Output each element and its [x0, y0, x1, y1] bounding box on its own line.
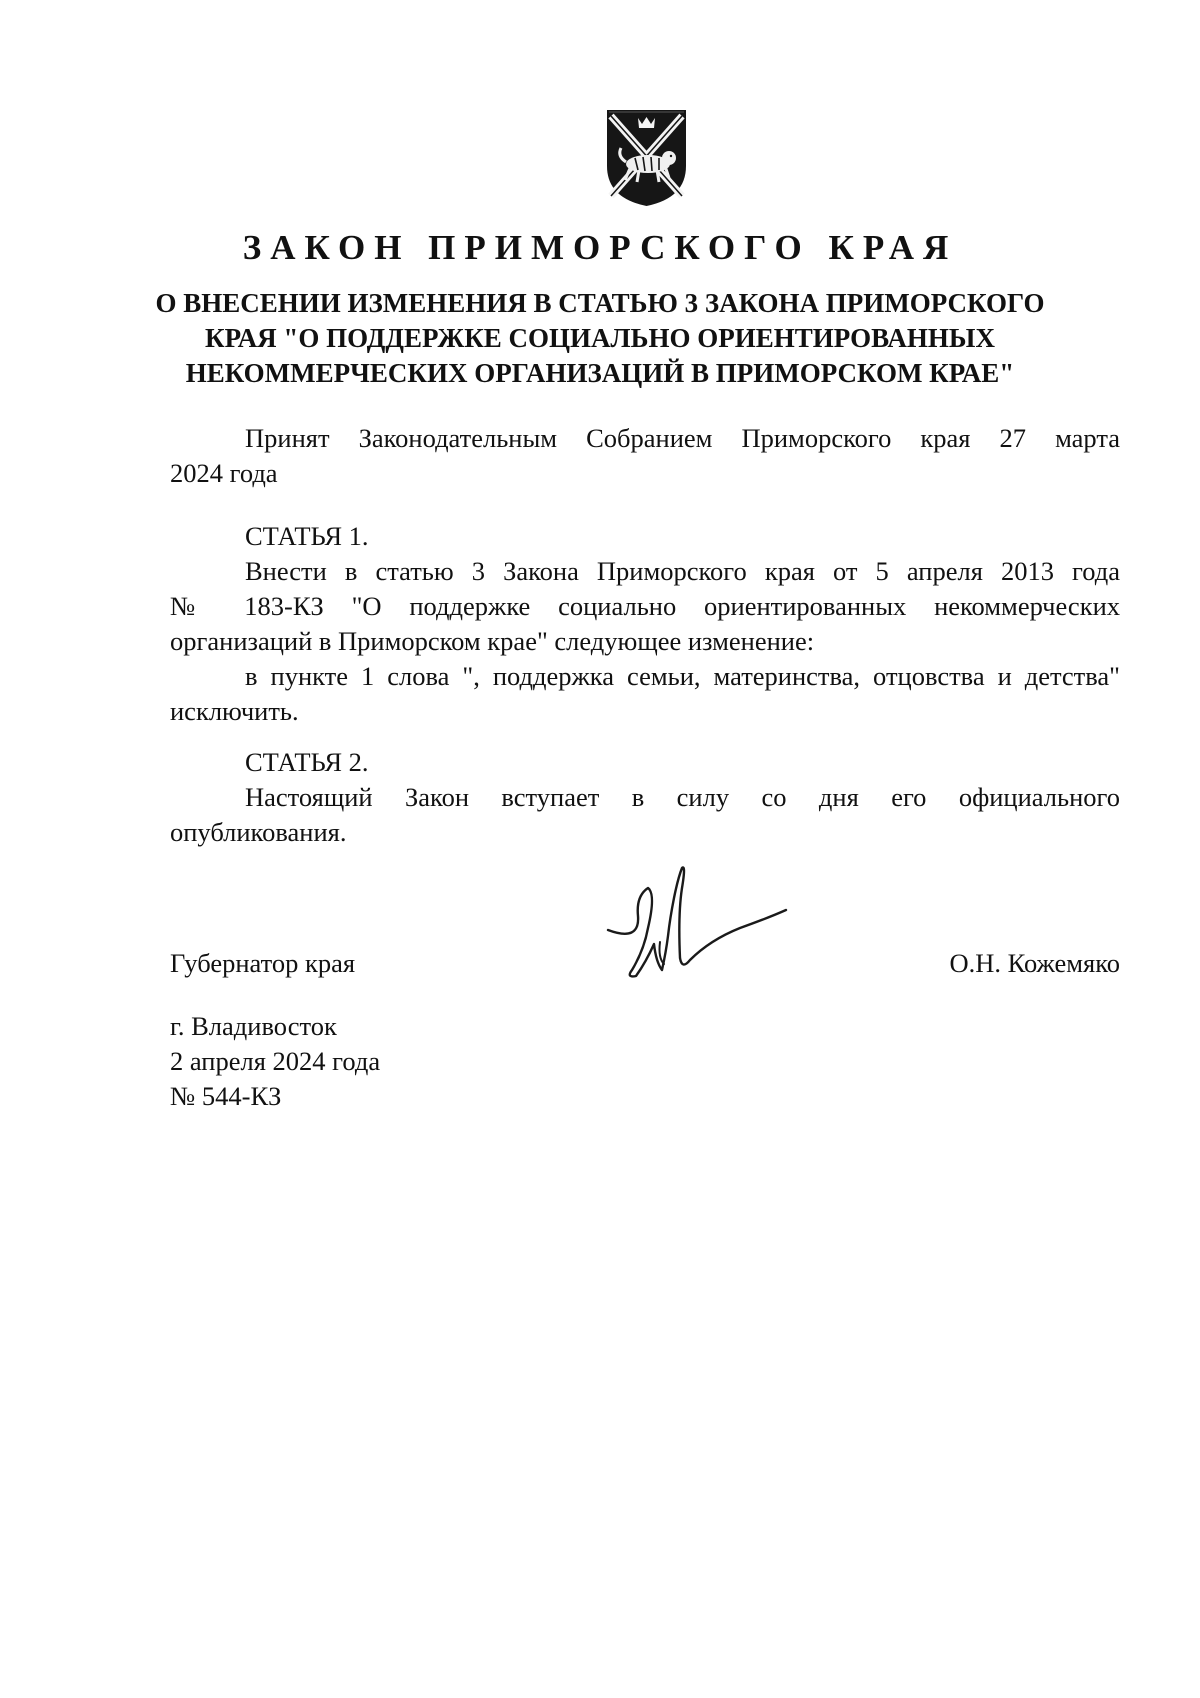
footer-city: г. Владивосток: [170, 1011, 337, 1041]
article-1-line: организаций в Приморском крае" следующее изменение:: [170, 626, 815, 656]
law-subject-line-3: НЕКОММЕРЧЕСКИХ ОРГАНИЗАЦИЙ В ПРИМОРСКОМ КРАЕ": [185, 358, 1015, 388]
coat-of-arms-emblem: [605, 108, 688, 208]
signatory-name: О.Н. Кожемяко: [949, 948, 1120, 978]
article-1-line: в пункте 1 слова ", поддержка семьи, материнства, отцовства и детства": [245, 661, 1120, 691]
signatory-position: Губернатор края: [170, 948, 356, 978]
law-subject-line-2: КРАЯ "О ПОДДЕРЖКЕ СОЦИАЛЬНО ОРИЕНТИРОВАННЫХ: [205, 323, 995, 353]
article-1-heading: СТАТЬЯ 1.: [245, 521, 369, 551]
article-2-heading: СТАТЬЯ 2.: [245, 747, 369, 777]
article-1-line: Внести в статью 3 Закона Приморского края от 5 апреля 2013 года: [245, 556, 1120, 586]
article-2-line: опубликования.: [170, 817, 347, 847]
handwritten-signature: [600, 858, 790, 988]
article-1-line: исключить.: [170, 696, 299, 726]
adoption-line-2: 2024 года: [170, 458, 278, 488]
footer-law-number: № 544-КЗ: [170, 1081, 282, 1111]
adoption-line-1: Принят Законодательным Собранием Приморского края 27 марта: [245, 423, 1120, 453]
law-title: ЗАКОН ПРИМОРСКОГО КРАЯ: [242, 228, 958, 267]
law-subject-line-1: О ВНЕСЕНИИ ИЗМЕНЕНИЯ В СТАТЬЮ 3 ЗАКОНА ПРИМОРСКОГО: [155, 288, 1045, 318]
footer-date: 2 апреля 2024 года: [170, 1046, 381, 1076]
article-1-line: № 183-КЗ "О поддержке социально ориентированных некоммерческих: [170, 591, 1120, 621]
article-2-line: Настоящий Закон вступает в силу со дня его официального: [245, 782, 1120, 812]
